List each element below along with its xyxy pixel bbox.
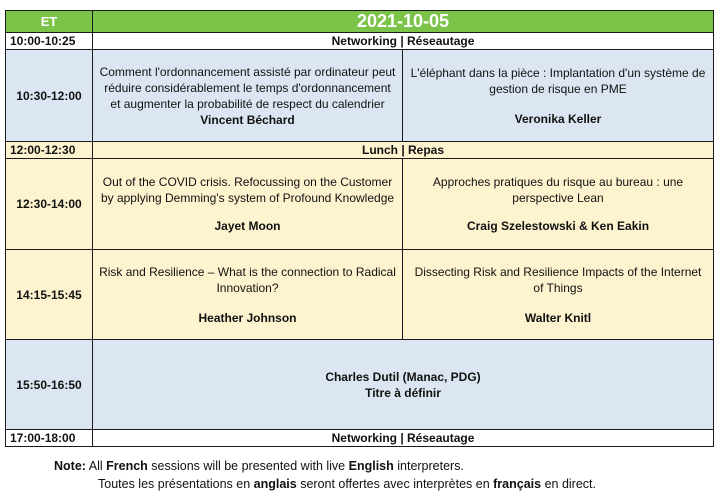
schedule-row-session-1 (6, 50, 714, 142)
time-cell: 10:00-10:25 (6, 33, 93, 50)
session-speaker: Walter Knitl (524, 310, 592, 325)
session-title: Out of the COVID crisis. Refocussing on the Customer by applying Demming's system of Profound Knowledge (100, 175, 395, 205)
note-text: All (88, 459, 107, 473)
schedule-row-session-3 (6, 250, 714, 340)
note-emphasis: English (348, 459, 394, 473)
schedule-table (5, 10, 714, 447)
schedule-row-keynote (6, 340, 714, 430)
session-cell-right (403, 250, 714, 340)
note-text: interpreters. (393, 459, 464, 473)
session-cell-left (93, 159, 403, 250)
note-text: en direct. (541, 477, 596, 491)
networking-label: Networking | Réseautage (93, 33, 714, 50)
session-speaker: Jayet Moon (214, 219, 281, 233)
keynote-cell (93, 340, 714, 430)
session-title: Dissecting Risk and Resilience Impacts of the Internet of Things (414, 264, 702, 295)
interpretation-note (54, 457, 596, 493)
schedule-row-networking-pm (6, 430, 714, 447)
session-title: Approches pratiques du risque au bureau : une perspective Lean (432, 175, 684, 205)
time-cell: 12:30-14:00 (6, 159, 93, 250)
keynote-title: Titre à définir (365, 385, 441, 400)
date-header: 2021-10-05 (93, 11, 714, 33)
note-emphasis: French (106, 459, 148, 473)
note-label: Note: (54, 459, 86, 473)
time-cell: 17:00-18:00 (6, 430, 93, 447)
note-text: Toutes les présentations en (98, 477, 254, 491)
session-speaker: Craig Szelestowski & Ken Eakin (466, 219, 650, 233)
session-title: L'éléphant dans la pièce : Implantation d'un système de gestion de risque en PME (410, 65, 706, 96)
keynote-speaker: Charles Dutil (Manac, PDG) (325, 369, 481, 384)
note-text: seront offertes avec interprètes en (296, 477, 494, 491)
header-row (6, 11, 714, 33)
session-cell-right (403, 50, 714, 142)
time-cell: 10:30-12:00 (6, 50, 93, 142)
note-line-french (54, 475, 596, 493)
schedule-row-lunch (6, 142, 714, 159)
note-text: sessions will be presented with live (147, 459, 349, 473)
schedule-row-session-2 (6, 159, 714, 250)
schedule-row-networking-am (6, 33, 714, 50)
session-speaker: Heather Johnson (198, 310, 297, 325)
note-emphasis: anglais (253, 477, 297, 491)
lunch-label: Lunch | Repas (93, 142, 714, 159)
session-cell-right (403, 159, 714, 250)
networking-label: Networking | Réseautage (93, 430, 714, 447)
session-cell-left (93, 250, 403, 340)
session-title: Risk and Resilience – What is the connection to Radical Innovation? (99, 264, 396, 295)
session-speaker: Vincent Béchard (200, 112, 295, 127)
note-line-english (54, 457, 596, 475)
session-cell-left (93, 50, 403, 142)
time-cell: 12:00-12:30 (6, 142, 93, 159)
note-emphasis: français (493, 477, 542, 491)
session-speaker: Veronika Keller (514, 111, 602, 126)
time-cell: 14:15-15:45 (6, 250, 93, 340)
timezone-header: ET (6, 11, 93, 33)
session-title: Comment l'ordonnancement assisté par ordinateur peut réduire considérablement le temps d'ordonnancement et augmenter la probabilité de respect du calendrier (99, 64, 396, 111)
time-cell: 15:50-16:50 (6, 340, 93, 430)
